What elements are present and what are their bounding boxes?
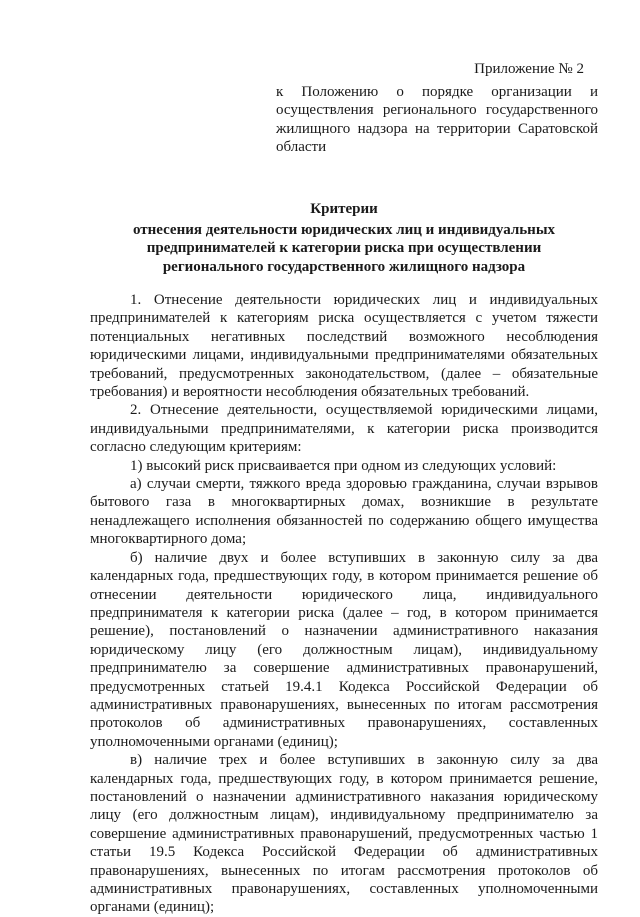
appendix-text: к Положению о порядке организации и осуществления регионального государственного жилищного надзора на территории Саратовской области (276, 83, 598, 155)
appendix-title: Приложение № 2 (474, 61, 584, 77)
paragraph: б) наличие двух и более вступивших в законную силу за два календарных года, предшествующих году, в котором принимается решение об отнесении деятельности юридического лица, индивидуального предпринимателя к категории риска (далее – год, в котором принимается решение), постановлений о назначении административного наказания юридическому лицу (его должностным лицам), индивидуальному предпринимателю за совершение административных правонарушений, предусмотренных статьей 19.4.1 Кодекса Российской Федерации об административных правонарушениях, вынесенных по итогам рассмотрения протоколов об административных правонарушениях, составленных уполномоченными органами (единиц); (90, 549, 598, 750)
title-line: регионального государственного жилищного надзора (162, 258, 526, 275)
paragraph: в) наличие трех и более вступивших в законную силу за два календарных года, предшествующих году, в котором принимается решение, постановлений о назначении административного наказания юридическому лицу (его должностным лицам), индивидуальному предпринимателю за совершение административных правонарушений, предусмотренных частью 1 статьи 19.5 Кодекса Российской Федерации об административных правонарушениях, вынесенных по итогам рассмотрения протоколов об административных правонарушениях, составленных уполномоченными органами (единиц); (90, 752, 598, 916)
paragraph: 2. Отнесение деятельности, осуществляемой юридическими лицами, индивидуальными предпринимателями, к категории риска производится согласно следующим критериям: (90, 402, 598, 456)
document-body (90, 291, 598, 917)
document-title (90, 200, 598, 276)
paragraph: 1. Отнесение деятельности юридических лиц и индивидуальных предпринимателей к категориям риска осуществляется с учетом тяжести потенциальных негативных последствий возможного несоблюдения юридическими лицами, индивидуальными предпринимателями обязательных требований, предусмотренных законодательством, (далее – обязательные требования) и вероятности несоблюдения обязательных требований. (90, 292, 598, 401)
paragraph: 1) высокий риск присваивается при одном из следующих условий: (130, 457, 557, 474)
title-line: предпринимателей к категории риска при осуществлении (146, 240, 542, 256)
appendix-header (276, 60, 598, 157)
paragraph: а) случаи смерти, тяжкого вреда здоровью гражданина, случаи взрывов бытового газа в многоквартирных домах, возникшие в результате ненадлежащего исполнения обязанностей по содержанию общего имущества многоквартирного дома; (90, 476, 598, 548)
title-line: отнесения деятельности юридических лиц и индивидуальных (132, 221, 556, 238)
title-main: Критерии (310, 201, 378, 217)
